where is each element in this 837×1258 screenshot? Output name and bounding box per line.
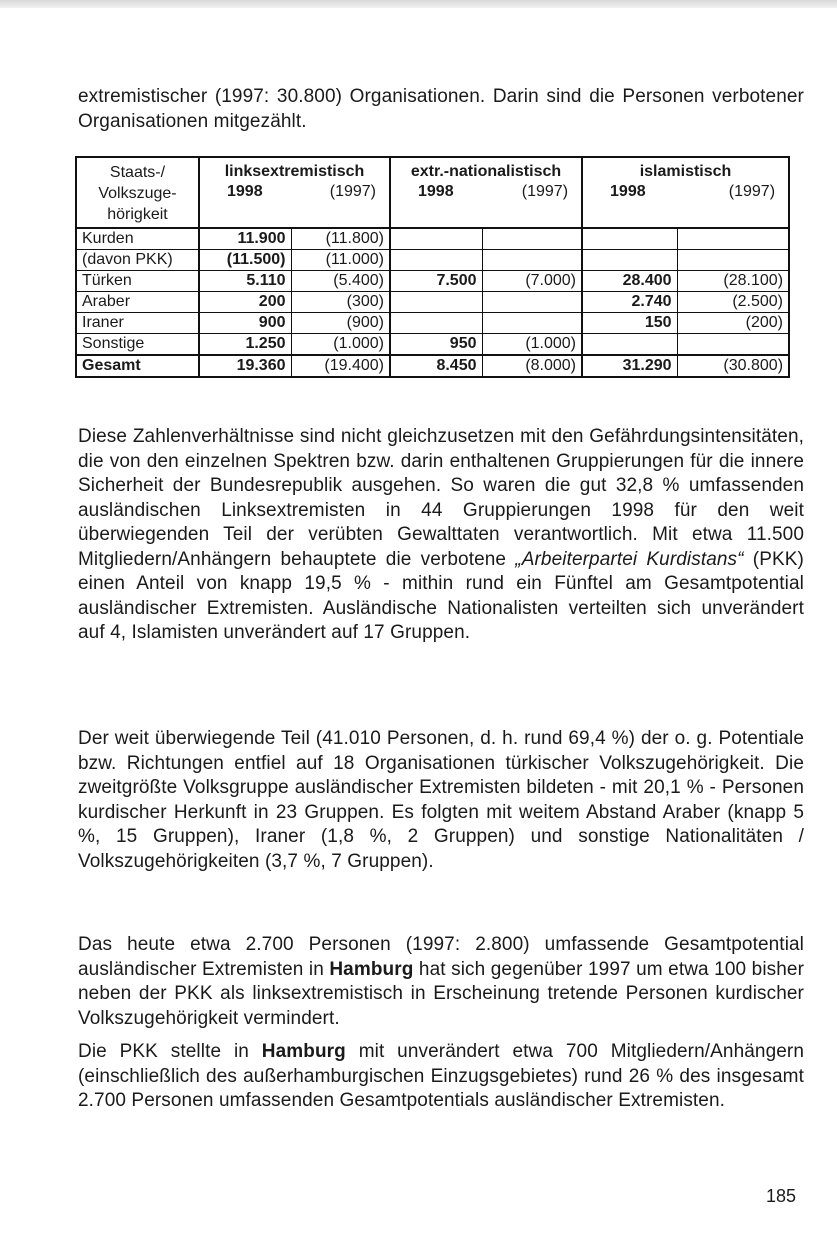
cell: (1.000): [291, 334, 390, 356]
cell: (7.000): [482, 271, 582, 292]
cell: (200): [677, 313, 789, 334]
cell: 950: [390, 334, 482, 356]
cell: (28.100): [677, 271, 789, 292]
row-label: (davon PKK): [76, 250, 199, 271]
paragraph-nationalities: [78, 727, 804, 874]
cell: [390, 313, 482, 334]
table-row: [76, 250, 789, 271]
intro-paragraph: [78, 85, 804, 134]
text-span: Diese Zahlenverhältnisse sind nicht gleichzusetzen mit den Gefährdungsintensitäten, die von den einzelnen Spektren bzw. darin enthaltenen Gruppierungen für die innere Sicherheit der Bundesrepublik ausgehen. So waren die gut 32,8 % umfassenden ausländischen Linksextremisten in 44 Gruppierungen 1998 für den weit überwiegenden Teil der verübten Gewalttaten verantwortlich. Mit etwa 11.500 Mitgliedern/Anhängern behauptete die verbotene: [78, 426, 804, 570]
table-row: [76, 334, 789, 356]
group-header-national: [390, 157, 582, 228]
cell: [482, 313, 582, 334]
extremist-statistics-table: [75, 156, 790, 378]
group-header-islam: [582, 157, 789, 228]
prev-year-label: (1997): [329, 183, 376, 200]
row-label: Kurden: [76, 228, 199, 250]
cell: 900: [199, 313, 291, 334]
cell: [582, 228, 677, 250]
text-span: mit unverändert etwa 700 Mitgliedern/Anhängern (einschließlich des außerhamburgischen Einzugsgebietes) rund 26 % des insgesamt 2.700 Personen umfassenden Gesamtpotentials ausländischer Extremisten.: [78, 1041, 804, 1111]
scan-top-edge: [0, 0, 837, 8]
text-span: hat sich gegenüber 1997 um etwa 100 bisher neben der PKK als linksextremistisch in Erscheinung tretende Personen kurdischer Volkszugehörigkeit vermindert.: [78, 958, 804, 1029]
cell: 150: [582, 313, 677, 334]
cell: [482, 228, 582, 250]
prev-year-label: (1997): [521, 183, 569, 200]
cell: 19.360: [199, 355, 291, 377]
cell: [582, 334, 677, 356]
group-name: islamistisch: [639, 163, 732, 180]
cell: [677, 250, 789, 271]
cell: (2.500): [677, 292, 789, 313]
organization-name: „Arbeiterpartei Kurdistans“: [515, 548, 744, 570]
cell: (5.400): [291, 271, 390, 292]
intro-text: extremistischer (1997: 30.800) Organisationen. Darin sind die Personen verbotener Organisationen mitgezählt.: [78, 86, 804, 132]
group-name: linksextremistisch: [224, 163, 365, 180]
cell: 8.450: [390, 355, 482, 377]
row-label: Türken: [76, 271, 199, 292]
cell: [390, 250, 482, 271]
cell: (300): [291, 292, 390, 313]
text-span: Die PKK stellte in: [78, 1041, 262, 1062]
prev-year-label: (1997): [728, 183, 776, 200]
text-span: Das heute etwa 2.700 Personen (1997: 2.800) umfassende Gesamtpotential ausländischer Extremisten in: [78, 934, 804, 980]
row-label: Sonstige: [76, 334, 199, 356]
cell: 200: [199, 292, 291, 313]
table-row: [76, 228, 789, 250]
cell: [482, 292, 582, 313]
row-label: Iraner: [76, 313, 199, 334]
table-row: [76, 292, 789, 313]
cell: 28.400: [582, 271, 677, 292]
cell: 5.110: [199, 271, 291, 292]
cell: [582, 250, 677, 271]
row-label: Araber: [76, 292, 199, 313]
year-label: 1998: [418, 183, 454, 200]
paragraph-hamburg-potential: [78, 933, 804, 1031]
group-name: extr.-nationalistisch: [410, 163, 562, 180]
cell: [677, 334, 789, 356]
table-row: [76, 313, 789, 334]
cell: (19.400): [291, 355, 390, 377]
text-span: (PKK) einen Anteil von knapp 19,5 % - mithin rund ein Fünftel am Gesamtpotential ausländischer Extremisten. Ausländische Nationalisten verteilten sich unverändert auf 4, Islamisten unverändert auf 17 Gruppen.: [78, 548, 804, 643]
text-span: Der weit überwiegende Teil (41.010 Personen, d. h. rund 69,4 %) der o. g. Potentiale bzw. Richtungen entfiel auf 18 Organisationen türkischer Volkszugehörigkeit. Die zweitgrößte Volksgruppe ausländischer Extremisten bildeten - mit 20,1 % - Personen kurdischer Herkunft in 23 Gruppen. Es folgten mit weitem Abstand Araber (knapp 5 %, 15 Gruppen), Iraner (1,8 %, 2 Gruppen) und sonstige Nationalitäten / Volkszugehörigkeiten (3,7 %, 7 Gruppen).: [78, 728, 804, 872]
table-header-row: [76, 157, 789, 228]
table-total-row: [76, 355, 789, 377]
cell: (11.000): [291, 250, 390, 271]
cell: 7.500: [390, 271, 482, 292]
cell: (8.000): [482, 355, 582, 377]
paragraph-intensities: [78, 425, 804, 646]
year-label: 1998: [227, 183, 263, 200]
cell: (11.800): [291, 228, 390, 250]
cell: (900): [291, 313, 390, 334]
corner-header: Staats-/ Volkszuge-hörigkeit: [76, 157, 199, 228]
table-row: [76, 271, 789, 292]
cell: 11.900: [199, 228, 291, 250]
cell: [390, 228, 482, 250]
group-header-links: [199, 157, 390, 228]
cell: 2.740: [582, 292, 677, 313]
page-number: 185: [766, 1186, 797, 1206]
paragraph-pkk-hamburg: [78, 1040, 804, 1114]
cell: (30.800): [677, 355, 789, 377]
cell: [482, 250, 582, 271]
cell: [677, 228, 789, 250]
year-label: 1998: [610, 183, 646, 200]
cell: [390, 292, 482, 313]
emphasis-hamburg: Hamburg: [329, 958, 414, 980]
cell: (1.000): [482, 334, 582, 356]
total-label: Gesamt: [76, 355, 199, 377]
cell: 1.250: [199, 334, 291, 356]
cell: 31.290: [582, 355, 677, 377]
emphasis-hamburg: Hamburg: [261, 1041, 346, 1062]
cell: (11.500): [199, 250, 291, 271]
